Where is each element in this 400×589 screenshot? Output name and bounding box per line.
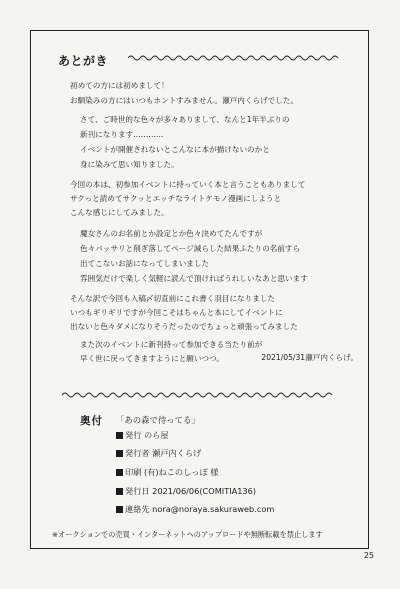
afterword-line: 魔女さんのお名前とか設定とか色々決めてたんですが [80,229,263,238]
colophon-item: 発行日 2021/06/06(COMITIA136) [116,486,256,497]
afterword-line: 早く世に戻ってきますようにと願いつつ。 [80,354,224,363]
afterword-line: さて、ご時世的な色々が多々ありまして、なんと1年半ぶりの [80,115,290,124]
square-bullet-icon [116,450,123,457]
afterword-line: お馴染みの方にはいつもホントすみません。瀬戸内くらげでした。 [70,96,299,105]
afterword-date: 2021/05/31瀬戸内くらげ。 [261,353,358,362]
afterword-line: 身に染みて思い知りました。 [80,160,179,169]
afterword-line: また次のイベントに新刊持って参加できる当たり前が [80,340,263,349]
afterword-line: イベントが開催されないとこんなに本が描けないのかと [80,145,270,154]
square-bullet-icon [116,432,123,439]
afterword-line: 出てこないお話になってしまいました [80,259,210,268]
colophon-title: 奥付 [80,415,103,427]
square-bullet-icon [116,488,123,495]
colophon-item: 発行 のら屋 [116,430,169,441]
colophon-item: 連絡先 nora@noraya.sakuraweb.com [116,504,274,515]
afterword-line: サクっと読めてサクッとエッチなライトケモノ漫画にしようと [70,194,282,203]
square-bullet-icon [116,469,123,476]
colophon-item: 印刷 (有)ねこのしっぽ 様 [116,467,218,478]
section-wavy-rule [62,391,338,399]
colophon-work-title: 「あの森で待ってる」 [116,415,200,425]
page-number: 25 [363,551,374,560]
afterword-line: こんな感じにしてみました。 [70,208,169,217]
afterword-line: 出ないと色々ダメになりそうだったのでちょっと頑張ってみました [70,322,298,331]
afterword-line: 新刊になります………… [80,130,164,139]
colophon-item: 発行者 瀬戸内くらげ [116,448,201,459]
heading-wavy-rule [128,54,340,62]
afterword-heading: あとがき [58,54,109,68]
afterword-line: そんな訳で今回も入稿〆切直前にこれ書く羽目になりました [70,294,276,303]
square-bullet-icon [116,506,123,513]
afterword-line: 色々バッサリと削ぎ落してページ減らした結果ふたりの名前すら [80,244,301,253]
afterword-line: 初めての方には初めまして！ [70,81,169,90]
afterword-line: 今回の本は、初参加イベントに持っていく本と言うこともありまして [70,180,306,189]
afterword-line: いつもギリギリですが今回こそはちゃんと本にしてイベントに [70,308,283,317]
afterword-line: 雰囲気だけで楽しく気軽に読んで頂ければうれしいなあと思います [80,274,308,283]
copyright-notice: ※オークションでの売買・インターネットへのアップロードや無断転載を禁止します [52,530,323,539]
